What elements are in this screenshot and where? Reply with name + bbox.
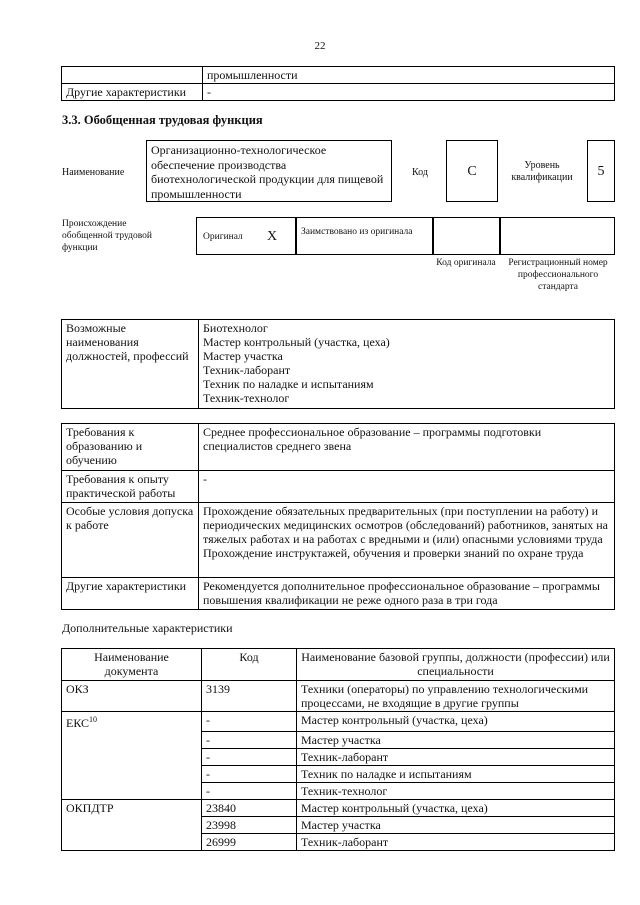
extra-code: 3139 <box>202 681 297 712</box>
extra-code: 23998 <box>202 816 297 833</box>
additional-caption: Дополнительные характеристики <box>62 621 233 635</box>
position-item: Мастер участка <box>203 349 283 363</box>
positions-list <box>199 320 615 409</box>
origin-borrowed-label: Заимствовано из оригинала <box>301 227 413 237</box>
positions-label: Возможные наименования должностей, профессий <box>62 320 199 409</box>
code-label: Код <box>412 167 428 178</box>
req-conditions-text2: Прохождение инструктажей, обучения и проверки знаний по охране труда <box>203 546 584 560</box>
extra-code: - <box>202 782 297 799</box>
extra-doc <box>62 712 202 732</box>
origin-label: Происхождение обобщенной трудовой функции <box>62 219 152 253</box>
position-item: Биотехнолог <box>203 321 268 335</box>
extra-doc <box>62 833 202 850</box>
extra-code: 26999 <box>202 833 297 850</box>
req-other-label: Другие характеристики <box>62 578 199 610</box>
extra-header-name: Наименование базовой группы, должности (профессии) или специальности <box>297 649 615 681</box>
extra-name: Техник-технолог <box>297 782 615 799</box>
req-other-value: Рекомендуется дополнительное профессиональное образование – программы повышения квалификации не реже одного раза в три года <box>199 578 615 610</box>
extra-name: Техник по наладке и испытаниям <box>297 765 615 782</box>
level-label: Уровень квалификации <box>511 160 573 183</box>
position-item: Техник-лаборант <box>203 363 291 377</box>
req-conditions-value <box>199 503 615 578</box>
extra-header-code: Код <box>202 649 297 681</box>
origin-code-cell <box>433 217 500 255</box>
position-item: Техник-технолог <box>203 391 290 405</box>
origin-original-cell <box>196 217 296 255</box>
extra-doc-text: ЕКС <box>66 716 90 730</box>
level-value-text: 5 <box>597 164 605 179</box>
req-experience-value: - <box>199 471 615 503</box>
origin-reg-cell <box>500 217 615 255</box>
origin-original-label: Оригинал <box>203 232 243 242</box>
extra-code: 23840 <box>202 799 297 816</box>
extra-name: Техник-лаборант <box>297 833 615 850</box>
extra-name: Техник-лаборант <box>297 748 615 765</box>
requirements-table <box>61 423 615 610</box>
extra-doc: ОКЗ <box>62 681 202 712</box>
positions-table <box>61 319 615 409</box>
extra-name: Мастер контрольный (участка, цеха) <box>297 712 615 732</box>
name-label: Наименование <box>62 167 125 178</box>
extra-table <box>61 648 615 851</box>
extra-name: Мастер контрольный (участка, цеха) <box>297 799 615 816</box>
extra-code: - <box>202 748 297 765</box>
extra-code: - <box>202 765 297 782</box>
extra-doc <box>62 782 202 799</box>
code-original-caption: Код оригинала <box>436 258 496 268</box>
extra-name: Мастер участка <box>297 816 615 833</box>
position-item: Мастер контрольный (участка, цеха) <box>203 335 390 349</box>
origin-borrowed-cell <box>296 217 433 255</box>
level-value <box>587 140 615 202</box>
page-number: 22 <box>314 40 326 52</box>
extra-doc: ОКПДТР <box>62 799 202 816</box>
req-education-value: Среднее профессиональное образование – программы подготовки специалистов среднего звена <box>199 424 615 471</box>
req-experience-label: Требования к опыту практической работы <box>62 471 199 503</box>
extra-header-doc: Наименование документа <box>62 649 202 681</box>
name-value-text: Организационно-технологическое обеспечение производства биотехнологической продукции для пищевой промышленности <box>151 143 384 201</box>
extra-doc <box>62 748 202 765</box>
position-item: Техник по наладке и испытаниям <box>203 377 374 391</box>
top-table <box>61 66 615 101</box>
name-value <box>146 140 392 202</box>
extra-code: - <box>202 731 297 748</box>
extra-name: Техники (операторы) по управлению технологическими процессами, не входящие в другие группы <box>297 681 615 712</box>
reg-number-caption: Регистрационный номер профессионального стандарта <box>508 258 608 292</box>
section-title: 3.3. Обобщенная трудовая функция <box>62 113 263 127</box>
origin-original-mark: X <box>267 229 278 244</box>
extra-doc <box>62 816 202 833</box>
extra-doc <box>62 731 202 748</box>
extra-name: Мастер участка <box>297 731 615 748</box>
footnote-ref: 10 <box>89 715 98 724</box>
extra-code: - <box>202 712 297 732</box>
req-education-label: Требования к образованию и обучению <box>62 424 199 471</box>
top-row2-label: Другие характеристики <box>62 84 203 101</box>
extra-doc <box>62 765 202 782</box>
top-row1-value: промышленности <box>203 67 615 84</box>
req-conditions-label: Особые условия допуска к работе <box>62 503 199 578</box>
req-conditions-text: Прохождение обязательных предварительных (при поступлении на работу) и периодических медицинских осмотров (обследований) работников, занятых на тяжелых работах и на работах с вредными и (или) опасными условиями труда <box>203 504 608 546</box>
code-value <box>446 140 498 202</box>
code-value-text: C <box>467 164 477 179</box>
top-row2-value: - <box>203 84 615 101</box>
